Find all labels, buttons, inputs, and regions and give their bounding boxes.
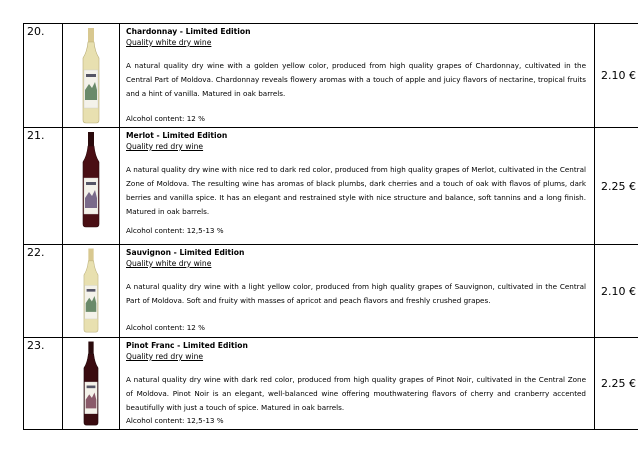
wine-description: A natural quality dry wine with a golden yellow color, produced from high quality grapes of Chardonnay, cultivated in the Central Part of Moldova. Chardonnay reveals flowery aromas with a touch of apple and juicy flavors of nectarine, tropical fruits and a hint of vanilla. Matured in oak barrels. <box>126 61 586 98</box>
red-wine-bottle-icon <box>80 338 102 426</box>
item-number: 22. <box>24 245 63 338</box>
item-number: 21. <box>24 128 63 245</box>
table-row <box>24 24 638 128</box>
wine-description-cell <box>120 338 595 430</box>
white-wine-bottle-icon <box>80 24 102 124</box>
wine-name: Sauvignon - Limited Edition <box>126 248 245 257</box>
wine-name: Chardonnay - Limited Edition <box>126 27 251 36</box>
price: 2.10 € <box>595 245 638 338</box>
red-wine-bottle-icon <box>80 128 102 228</box>
wine-description: A natural quality dry wine with a light yellow color, produced from high quality grapes of Sauvignon, cultivated in the Central Part of Moldova. Soft and fruity with masses of apricot and peach flavors and freshly crushed grapes. <box>126 282 586 305</box>
alcohol-content: Alcohol content: 12,5-13 % <box>126 416 224 425</box>
alcohol-content: Alcohol content: 12 % <box>126 114 205 123</box>
bottle-cell <box>63 24 120 128</box>
wine-type: Quality red dry wine <box>126 352 204 361</box>
wine-description-cell <box>120 24 595 128</box>
bottle-cell <box>63 338 120 430</box>
wine-type: Quality white dry wine <box>126 38 212 47</box>
white-wine-bottle-icon <box>80 245 102 333</box>
wine-name: Merlot - Limited Edition <box>126 131 228 140</box>
price: 2.25 € <box>595 338 638 430</box>
bottle-cell <box>63 245 120 338</box>
table-row <box>24 245 638 338</box>
wine-type: Quality red dry wine <box>126 142 204 151</box>
alcohol-content: Alcohol content: 12,5-13 % <box>126 226 224 235</box>
wine-name: Pinot Franc - Limited Edition <box>126 341 248 350</box>
item-number: 23. <box>24 338 63 430</box>
wine-description: A natural quality dry wine with nice red to dark red color, produced from high quality grapes of Merlot, cultivated in the Central Zone of Moldova. The resulting wine has aromas of black plumbs, dark cherries and a touch of oak with flavos of plums, dark berries and vanilla spice. It has an elegant and restrained style with nice structure and balance, soft tannins and a long finish. Matured in oak barrels. <box>126 165 586 216</box>
wine-catalog-table <box>23 23 638 430</box>
price: 2.10 € <box>595 24 638 128</box>
table-row <box>24 338 638 430</box>
price: 2.25 € <box>595 128 638 245</box>
wine-description-cell <box>120 128 595 245</box>
wine-type: Quality white dry wine <box>126 259 212 268</box>
table-row <box>24 128 638 245</box>
item-number: 20. <box>24 24 63 128</box>
wine-description-cell <box>120 245 595 338</box>
wine-description: A natural quality dry wine with dark red color, produced from high quality grapes of Pinot Noir, cultivated in the Central Zone of Moldova. Pinot Noir is an elegant, well-balanced wine offering mouthwatering flavors of cherry and cranberry accented beautifully with just a touch of spice. Matured in oak barrels. <box>126 375 586 412</box>
bottle-cell <box>63 128 120 245</box>
alcohol-content: Alcohol content: 12 % <box>126 323 205 332</box>
